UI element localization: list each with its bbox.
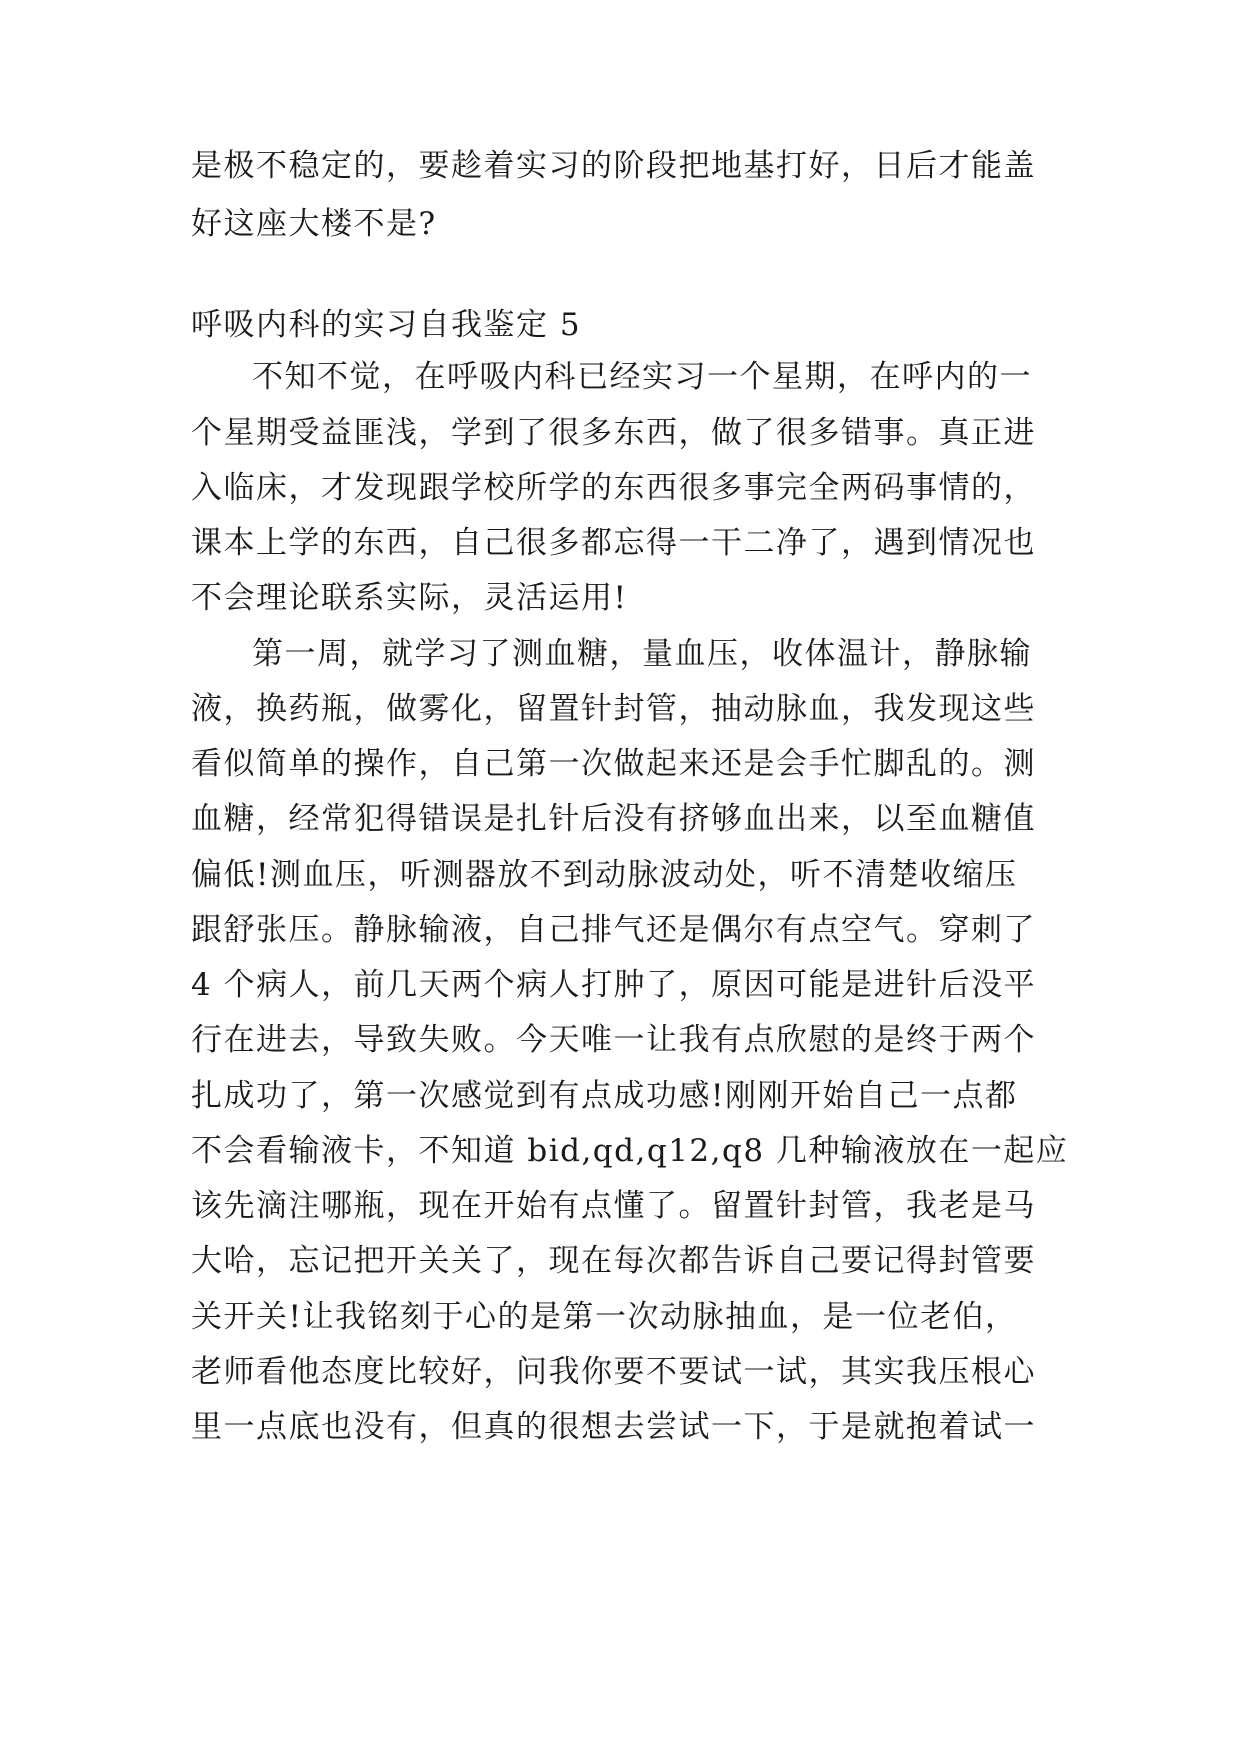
text-line: 液，换药瓶，做雾化，留置针封管，抽动脉血，我发现这些 [191,691,1036,727]
text-line: 不知不觉，在呼吸内科已经实习一个星期，在呼内的一 [252,359,1032,395]
text-line: 是极不稳定的，要趁着实习的阶段把地基打好，日后才能盖 [191,148,1036,184]
text-line: 行在进去，导致失败。今天唯一让我有点欣慰的是终于两个 [191,1022,1036,1058]
text-line: 血糖，经常犯得错误是扎针后没有挤够血出来，以至血糖值 [191,801,1036,837]
text-line: 好这座大楼不是? [191,206,437,242]
text-line: 大哈，忘记把开关关了，现在每次都告诉自己要记得封管要 [191,1243,1036,1279]
text-line: 个星期受益匪浅，学到了很多东西，做了很多错事。真正进 [191,415,1036,451]
text-line: 课本上学的东西，自己很多都忘得一干二净了，遇到情况也 [191,525,1036,561]
text-line: 偏低!测血压，听测器放不到动脉波动处，听不清楚收缩压 [191,857,1018,893]
text-line: 扎成功了，第一次感觉到有点成功感!刚刚开始自己一点都 [191,1078,1018,1114]
text-line: 该先滴注哪瓶，现在开始有点懂了。留置针封管，我老是马 [191,1188,1036,1224]
text-line: 关开关!让我铭刻于心的是第一次动脉抽血，是一位老伯， [191,1299,1018,1335]
text-line: 不会看输液卡，不知道 bid,qd,q12,q8 几种输液放在一起应 [191,1133,1069,1169]
text-line: 入临床，才发现跟学校所学的东西很多事完全两码事情的， [191,470,1036,506]
text-line: 里一点底也没有，但真的很想去尝试一下，于是就抱着试一 [191,1409,1036,1445]
text-line: 4 个病人，前几天两个病人打肿了，原因可能是进针后没平 [191,967,1037,1003]
text-line: 第一周，就学习了测血糖，量血压，收体温计，静脉输 [252,636,1032,672]
text-line: 跟舒张压。静脉输液，自己排气还是偶尔有点空气。穿刺了 [191,912,1036,948]
section-heading: 呼吸内科的实习自我鉴定 5 [191,307,582,343]
text-line: 老师看他态度比较好，问我你要不要试一试，其实我压根心 [191,1354,1036,1390]
text-line: 不会理论联系实际，灵活运用! [191,580,628,616]
text-line: 看似简单的操作，自己第一次做起来还是会手忙脚乱的。测 [191,746,1036,782]
